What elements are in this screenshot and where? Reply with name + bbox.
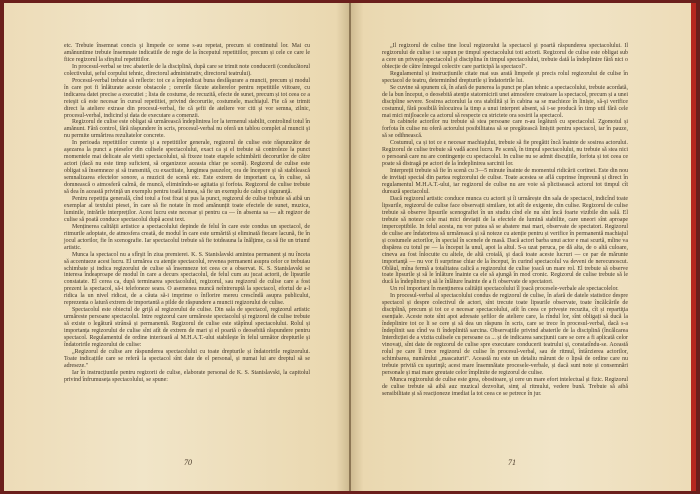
paragraph: Se cuvine să spunem că, în afară de punerea la punct pe plan tehnic a spectacolului, trebuie acordată, de la bun început, o deosebită atenție statornicirii unei atmosfere creatoare la spectacol, precum și a unei discipline severe. Sosirea actorului la ora stabilită și în cabina sa se machieze în liniște, să-şi verifice costumul, fără posibilă înlocuirea la timp a unui interpret absent, să i-se producă în timp util fără cele mai mici mijloacele ca actorul să respecte cu strictete ora sosirii la spectacol. bbox=[382, 84, 628, 119]
left-page bbox=[4, 3, 350, 491]
paragraph: Interpreții trebuie să fie în scenă cu 3—5 minute înainte de momentul ridicării cortinei. Este din nou de invitați special din partea regizorului de culise. Toate acestea se află cuprinse împreună și direct în regulamentul M.H.A.T.-ului, iar regizorul de culise nu are voie să plictisească actorul tot timpul cît durează spectacolul. bbox=[382, 168, 628, 196]
paragraph: „Regizorul de culise are răspunderea spectacolului cu toate drepturile și îndatoririle regizorului. Toate indicațiile care se referă la spectacol sînt date de el personal, și numai lui are dreptul să se adreseze." bbox=[64, 348, 310, 369]
paragraph: Menținerea calității artistice a spectacolului depinde de felul în care este condus un spectacol, de ritmurile adoptate, de atmosfera creată, de modul în care este urmărită și eliminată fiecare lacună, fie în jocul actorilor, fie în scenografie. Iar spectacolul trebuie să fie totdeauna la înălţime, ca să fie un triumf artistic. bbox=[64, 223, 310, 251]
paragraph: Dacă regizorul artistic conduce munca cu actorii și îi urmărește din sala de spectacol, indicînd toate lipsurile, regizorul de culise face observații similare, tot atît de exigente, din culise. Regizorul de culise trebuie să observe lipsurile scenografiei în un studiu cînd ele nu sînt încă foarte vizibile din sală. El trebuie să noteze cele mai mici deviații de la efectele de lumină stabilite, care uneori sînt aproape imperceptibile. In felul acesta, nu vor putea să se abatere mai mari, observate de spectatori. Regizorul de culise are îndatorirea să urmărească și să noteze cu atenție pentru și verifice în permanentă machiajul și costumele actorilor, în special în scenele de masă. Dacă actori barba unui actor e mai scurtă, mîine va dispărea cu totul pe — la început la unul, apoi la altul. S-a uzat peruca, pe dă alta, de o altă culoare, cineva au fost înlocuite cu altele, de altă croială, şi dacă toate aceste lucruri — ce par de mărunte importanţă — nu vor fi surprinse chiar de la început, în curind spectacolul va deveni de nerecunoscut. Oblăul, mîna fermă a totalitatea calică a regizorului de culise joacă un mare rol. El trebuie să observe toate lipsurile şi să le înlăture înainte ca ele să ajungă în mod cronic. Regizorul de culise trebuie să le ducă la îndeplinire şi să le înlăture înainte de a fi observate de spectatori. bbox=[382, 195, 628, 286]
paragraph: In procesul-verbal se trec abaterile de la disciplină, după care se trimit note conducerii (conducătorul colectivului, șeful corpului tehnic, directorul administrativ, directorul teatrului). bbox=[64, 63, 310, 77]
paragraph: In perioada repetitiilor curente şi a repetitiilor generale, regizorul de culise este răspunzător de aşezarea la punct a pieselor din culisele spectacolului, exact ca şi el trebuie să controleze la punct momentele mai delicate ale vietii spectacolului, să fixeze toate etapele schimbării decorurilor de către actori (dacă nu este timp suficient, să organizeze aceasta chiar pe scenă). Regizorul de culise este obligat să însemneze și să transmită, cu exactitate, lungimea pauzelor, ora de începere și să stabilească semnalizarea efectelor sonore, a muzicii de scenă etc. Este extrem de important ca, în culise, să domnească o atmosferă calmă, de muncă, eliminîndu-se agitatia şi forfota. Regizorul de culise trebuie să dea în această privință un exemplu pentru toată lumea, să fie un exemplu de calm şi siguranţă. bbox=[64, 140, 310, 196]
right-page bbox=[350, 3, 696, 491]
book-spread bbox=[4, 3, 696, 491]
paragraph: Munca regizorului de culise este grea, obositoare, şi cere un mare efort intelectual și fizic. Regizorul de culise trebuie să aibă auz muzical dezvoltat, simţ al ritmului, vedere bună. Trebuie să aibă sensibilitate și să reacționeze imediat la tot ceea ce se petrece în jur. bbox=[382, 376, 628, 397]
paragraph: Pentru repetiția generală, cînd totul a fost fixat și pus la punct, regizorul de culise trebuie să aibă un exemplar al textului piesei, în care să fie notate în mod amănunțit toate efectele de sunet, muzica, luminile, intrările interpreților. Acest lucru este necesar și pentru ca — în absenta sa — alt regizor de culise să poată conduce spectacolul după acest text. bbox=[64, 195, 310, 223]
paragraph: In procesul-verbal al spectacolului condus de regizorul de culise, în afară de datele statistice despre spectacol și despre colectivul de actori, sînt trecute toate lipsurile observate, toate încălcările de disciplină, precum și tot ce e necesar spectacolului, atît în ceea ce privește recuzita, cît și repartiţia esențiale. Aceste note sînt apoi adresate șefilor de ateliere care, la rîndul lor, sînt obligați să ducă la îndeplinire tot ce li se cere și să dea un răspuns în scris, care se trece în procesul-verbal, dacă s-a îndeplinit sau cînd va fi îndeplinită sarcina. Observațiile privind abaterile de la disciplină (încălcarea Interdicției de a vizita culisele cu persoane ca ... și de indicarea sancțiunii care se cere a fi aplicată celor vinovaţi, sînt date de regizorul de culise spre executare conducerii teatrului și, constatîndu-se. Această rolul pe care îl trece regizorul de culise în procesul-verbal, sau de ritmul, întârzierea actorilor, schimbarea, numărului „mascaturii". Această nu este un detaliu mărunt de o lipsă de ordine care nu trebuie privită cu uşurinţă; acest mare însemnătate procesele-verbale, și dacă sunt note și consemnări personale şi mai mare greutate celor împlinite de regizorul de culise. bbox=[382, 293, 628, 376]
left-page-text bbox=[64, 43, 310, 384]
paragraph: „Il regizorul de culise tine locul regizorului la spectacol şi poartă răspunderea spectacolului. Il regizorului de culise i se supun pe timpul spectacolului toti actorii. Regizorul de culise este obligat sub a cere un privește spectacolul şi disciplina în timpul spectacolului, trebuie dată la îndeplinire fără nici o obiecție de către întregul colectiv care participă la spectacol". bbox=[382, 43, 628, 70]
paragraph: In cabinele actorilor nu trebuie să stea persoane care n-au legătură cu spectacolul. Zgomotul și forfota în culise nu oferă actorului posibilitatea să se pregătească liniștit pentru spectacol, iar în pauze, să se odihnească. bbox=[382, 119, 628, 140]
page-number-right: 71 bbox=[508, 458, 516, 467]
paragraph: Munca la spectacol nu a sfîrşit în ziua premierei. K. S. Stanislavski amintea permanent şi nu înceta să accentueze acest lucru. El urmărea cu atenţie spectacolul, revenea permanent asupra celor ce trebuiau schimbate şi indica regizorului de culise să însemneze tot ceea ce a observat. K. S. Stanislavski se interesa îndeaproape de modul în care a decurs spectacolul, de felul cum au jucat actorii, de lipsurile constatate. El cerea ca, după terminarea spectacolului, regizorul, sau regizorul de culise care a fost prezent la spectacol, să-i telefoneze seara. O asemenea muncă neîntreruptă la spectacol, efortul de a-l ridica la un nivel ridicat, de a căuta să-i imprime o înflorire mereu crescîndă asupra publicului, reprezenta o latură extrem de importantă a pilde de răspundere a muncii regizorului de culise. bbox=[64, 251, 310, 307]
paragraph: Un rol important în menținerea calității spectacolului îl joacă procesele-verbale ale spectacolelor. bbox=[390, 286, 619, 293]
page-number-left: 70 bbox=[184, 458, 192, 467]
paragraph: etc. Trebuie însemnat concis şi limpede ce some s-au repetat, precum si continutul lor. Mai cu amănuntime trebuie însemnate indicatiile de regie de la începutul repetitiilor, precum și cele ce care le fiice regizorul la sfirşitul repetitiilor. bbox=[64, 43, 310, 63]
paragraph: Procesul-verbal trebuie să reflecte: tot ce a împiedicat buna desfăşurare a muncii, precum și modul în care pot fi înlăturate aceste obstacole ; cererile făcute atelierelor pentru repetitiile viitoare, cu indicarea datei precise a executiei ; lista de costume, de recuzită, efecte de sunet, precum și tot ceea ce a reieşit că este necesar în cursul repetitiei, privind decoruriie, costumele, machiajul. Fie că se trimit direct la atelierе extrase din procesul-verbal, fie că şefii de ateliere vor citi şi vor semna, zilnic, procesul-verbal, indicind și data de executare a comenzii. bbox=[64, 77, 310, 119]
paragraph: Iar în instrucțiunile pentru regizorii de culise, elaborate personal de K. S. Stanislavski, la capitolul privind înfrumuseța spectacolului, se spune: bbox=[64, 369, 310, 383]
book-gutter bbox=[349, 3, 351, 491]
paragraph: Spectacolul este obiectul de grijă al regizorului de culise. Din sala de spectacol, regizorul artistic urmăreste persoane spectacolul. Intre regizorul care urmăreste spectacolul și regizorul de culise trebuie să existe o legătură strânsă și permanentă. Regizorul de culise este stăpînul spectacolului. Rolul și importanța regizorului de culise sînt atît de extrem de mari și el poartă o deosebită răspundere pentru spectacol. Regulamentul de ordine interioară al M.H.A.T.-ului stabileşte în felul următor drepturile şi îndatoririle regizorului de culise: bbox=[64, 307, 310, 348]
paragraph: Regulamentul și instrucțiunile citate mai sus arată limpede şi precis rolul regizorului de culise în spectacol de teatru, determinînd drepturile și îndatoririle lui. bbox=[382, 70, 628, 84]
right-page-text bbox=[382, 43, 628, 398]
paragraph: Regizorul de culise este obligat să urmărească îndeplinirea lor la termenul stabilit, controlind totul în amănunt. Fără control, fără răspundere în scris, procesul-verbal nu oferă un tablou complet al muncii şi nu permite urmărirea rezultatelor concrete. bbox=[64, 119, 310, 140]
paragraph: Costumul, ca și tot ce e necesar machiajului, trebuie să fie pregătit încă înainte de sosirea actorului. Regizorul de culise trebuie să vadă acest lucru. Pe scenă, în timpul spectacolului, nu trebuie să stea nici o persoană care nu are contingențe cu spectacolul. In culise nu se admit discuțiile, forfota și tot ceea ce poate să distragă pe actori de la îndeplinirea sarcinii lor. bbox=[382, 140, 628, 168]
